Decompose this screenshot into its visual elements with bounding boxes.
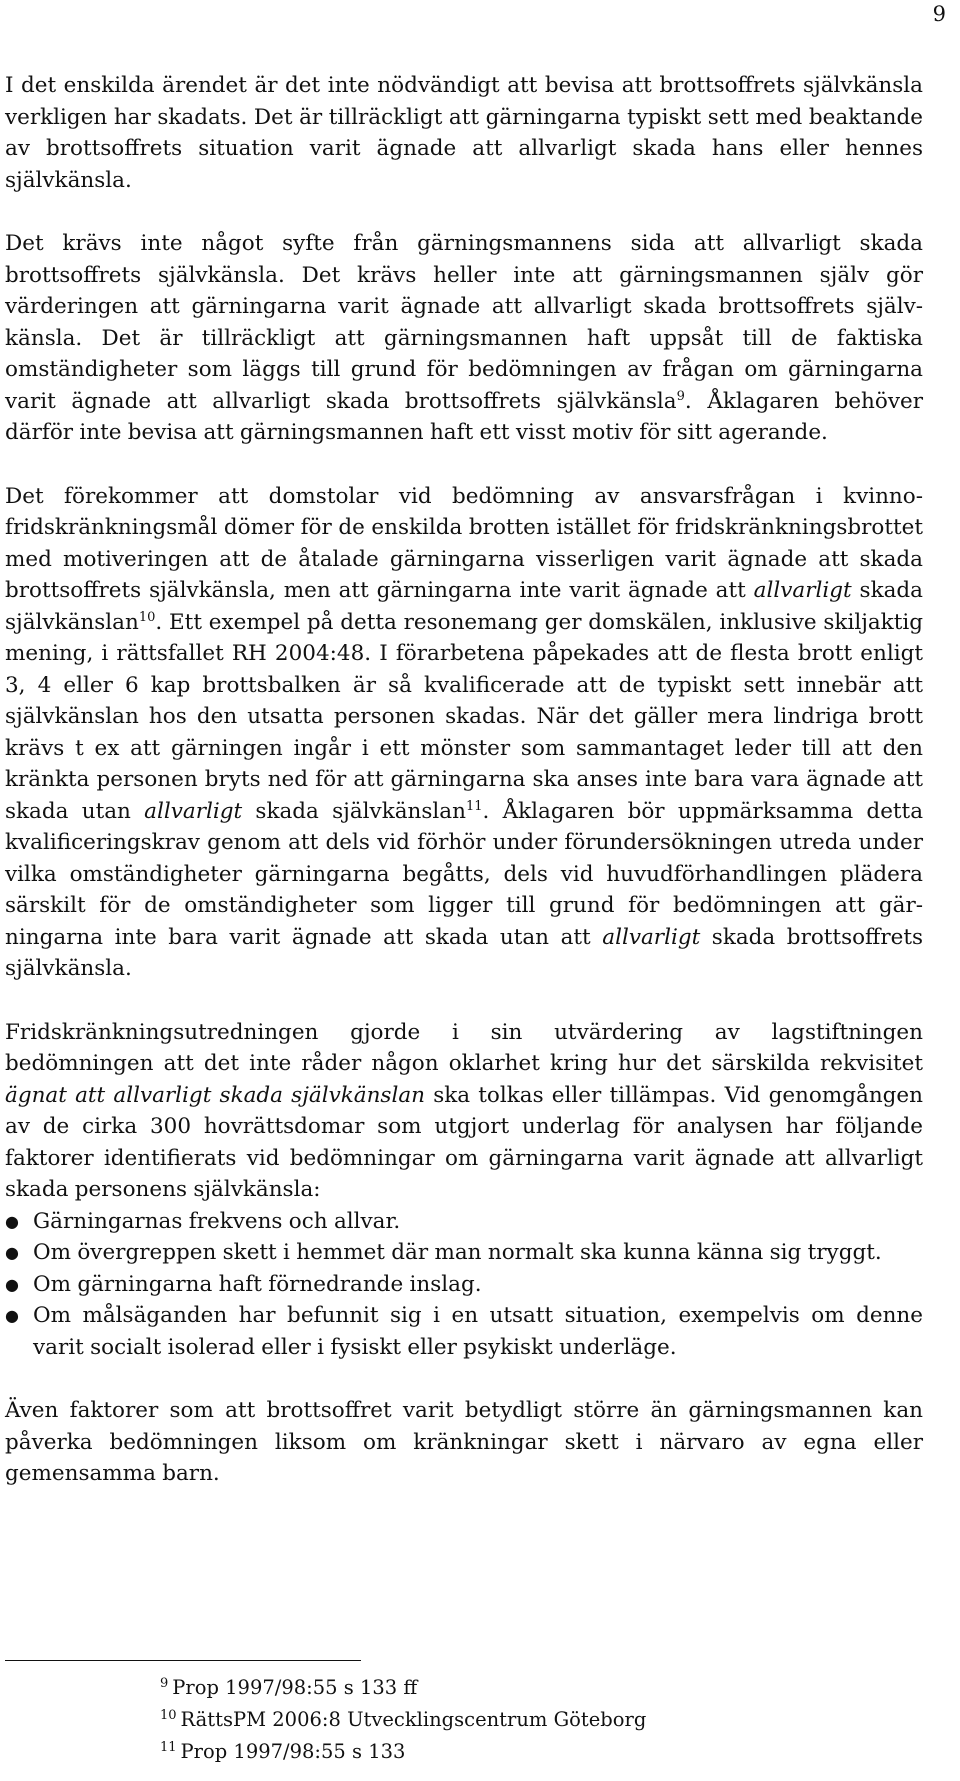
- paragraph-gap: [5, 196, 923, 228]
- paragraph-2: [5, 228, 923, 449]
- paragraph-3-text-f: skada brottsoffrets självkänsla.: [5, 924, 923, 981]
- emphasis-allvarligt: allvarligt: [144, 798, 243, 824]
- paragraph-gap: [5, 985, 923, 1017]
- footnote-number: 10: [160, 1707, 177, 1723]
- bullet-icon: ●: [5, 1211, 19, 1231]
- bullet-icon: ●: [5, 1243, 19, 1262]
- paragraph-4-text-b: ska tolkas eller tillämpas. Vid genomgången av de cirka 300 hovrättsdomar som utgjort underlag för analysen har följande faktorer identifierats vid bedömningar om gärningarna varit ägnade att allvarligt skada personens självkänsla:: [5, 1082, 923, 1202]
- footnote-10: [160, 1704, 646, 1736]
- paragraph-1: I det enskilda ärendet är det inte nödvändigt att bevisa att brottsoffrets självkänsla verkligen har skadats. Det är tillräckligt att gärningarna typiskt sett med beaktande av brottsoffrets situation varit ägnade att allvarligt skada hans eller hennes självkänsla.: [5, 73, 923, 193]
- footnote-9: [160, 1672, 646, 1704]
- list-item-text: Gärningarnas frekvens och allvar.: [33, 1208, 401, 1234]
- footnotes: [160, 1672, 646, 1768]
- footnote-divider: [5, 1660, 361, 1661]
- paragraph-2-text-a: Det krävs inte något syfte från gärningsmannens sida att allvarligt skada brottsoffrets självkänsla. Det krävs heller inte att gärningsmannen själv gör värderingen att gärningarna varit ägnade att allvarligt skada brottsoffrets självkänsla. Det är tillräckligt att gärningsmannen haft uppsåt till de faktiska omständigheter som läggs till grund för bedömningen av frågan om gärningarna varit ägnade att allvarligt skada brottsoffrets självkänsla: [5, 231, 923, 414]
- list-item: [5, 1206, 923, 1238]
- emphasis-allvarligt: allvarligt: [753, 578, 852, 603]
- paragraph-4-text-a: Fridskränkningsutredningen gjorde i sin utvärdering av lagstiftningen bedömningen att det inte råder någon oklarhet kring hur det särskilda rekvisitet: [5, 1019, 923, 1076]
- paragraph-3-text-a: Det förekommer att domstolar vid bedömning av ansvarsfrågan i kvinnofridskränkningsmål dömer för de enskilda brotten istället för fridskränkningsbrottet med motiveringen att de åtalade gärningarna visserligen varit ägnade att skada brottsoffrets självkänsla, men att gärningarna inte varit ägnade att: [5, 483, 923, 603]
- footnote-ref-10: 10: [138, 609, 156, 625]
- paragraph-3-text-b: skada självkänslan: [5, 578, 923, 635]
- paragraph-gap: [5, 449, 923, 481]
- bullet-icon: ●: [5, 1306, 19, 1325]
- list-item-text: Om övergreppen skett i hemmet där man normalt ska kunna känna sig tryggt.: [33, 1240, 882, 1265]
- footnote-number: 11: [160, 1739, 177, 1755]
- footnote-ref-11: 11: [465, 798, 483, 814]
- paragraph-5: Även faktorer som att brottsoffret varit betydligt större än gärningsmannen kan påverka bedömningen liksom om kränkningar skett i närvaro av egna eller gemensamma barn.: [5, 1398, 923, 1486]
- paragraph-2-text-b: . Åklagaren behöver därför inte bevisa att gärningsmannen haft ett visst motiv för sitt agerande.: [5, 388, 923, 445]
- paragraph-4: [5, 1017, 923, 1206]
- document-body: [5, 70, 923, 1490]
- footnote-ref-9: 9: [676, 388, 685, 404]
- list-item-text: Om målsäganden har befunnit sig i en utsatt situation, exempelvis om denne varit socialt isolerad eller i fysiskt eller psykiskt underläge.: [33, 1303, 923, 1360]
- footnote-text: Prop 1997/98:55 s 133: [180, 1740, 406, 1763]
- paragraph-gap: [5, 1363, 923, 1395]
- paragraph-3-text-c: . Ett exempel på detta resonemang ger domskälen, inklusive skiljaktig mening, i rättsfallet RH 2004:48. I förarbetena påpekades att de flesta brott enligt 3, 4 eller 6 kap brottsbalken är så kvalificerade att de typiskt sett innebär att självkänslan hos den utsatta personen skadas. När det gäller mera lindriga brott krävs t ex att gärningen ingår i ett mönster som sammantaget leder till att den kränkta personen bryts ned för att gärningarna ska anses inte bara vara ägnade att skada utan: [5, 609, 923, 824]
- footnote-number: 9: [160, 1675, 169, 1691]
- paragraph-3-text-e: . Åklagaren bör uppmärksamma detta kvalificeringskrav genom att dels vid förhör under förundersökningen utreda under vilka omständigheter gärningarna begåtts, dels vid huvudförhandlingen plädera särskilt för de omständigheter som ligger till grund för bedömningen att gärningarna inte bara varit ägnade att skada utan att: [5, 798, 924, 950]
- list-item: [5, 1269, 923, 1301]
- paragraph-3-text-d: skada självkänslan: [242, 798, 466, 824]
- emphasis-allvarligt: allvarligt: [602, 924, 701, 950]
- list-item-text: Om gärningarna haft förnedrande inslag.: [33, 1271, 482, 1297]
- bullet-icon: ●: [5, 1274, 19, 1294]
- list-item: [5, 1237, 923, 1269]
- footnote-11: [160, 1736, 646, 1768]
- paragraph-3: [5, 481, 923, 985]
- footnote-text: Prop 1997/98:55 s 133 ff: [172, 1676, 418, 1699]
- emphasis-rekvisit: ägnat att allvarligt skada självkänslan: [5, 1082, 425, 1108]
- factor-list: [5, 1206, 923, 1364]
- footnote-text: RättsPM 2006:8 Utvecklingscentrum Göteborg: [180, 1708, 647, 1731]
- list-item: [5, 1300, 923, 1363]
- page-number: 9: [932, 2, 946, 26]
